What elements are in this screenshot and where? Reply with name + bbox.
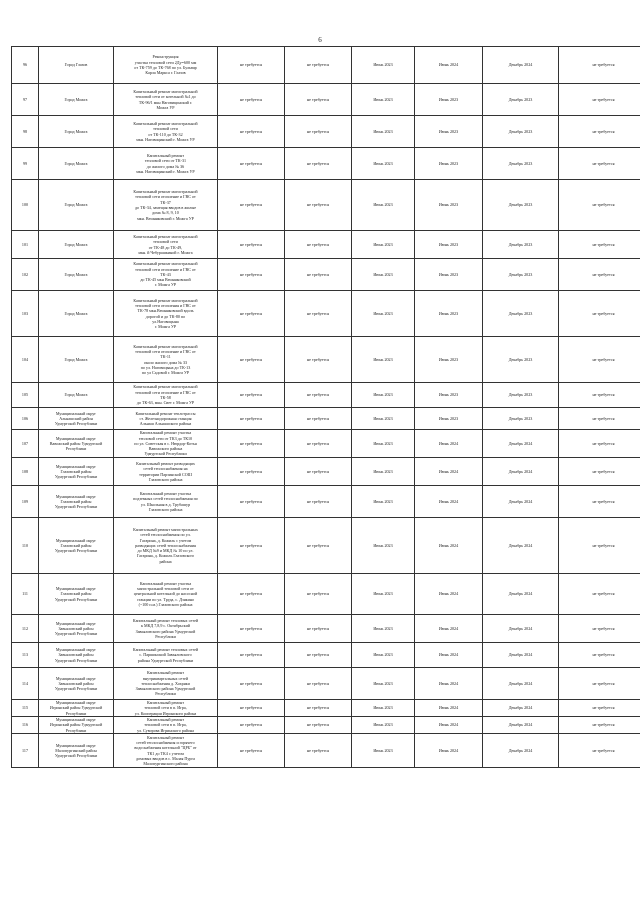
cell-location: Муниципальный округ Малопургинский район Удмуртской Республики: [39, 734, 114, 768]
cell-finish: Декабрь 2024: [483, 47, 559, 84]
cell-finish: Декабрь 2024: [483, 700, 559, 717]
cell-number: 116: [12, 717, 39, 734]
cell-col5: не требуется: [285, 47, 352, 84]
cell-location: Город Можга: [39, 116, 114, 148]
cell-number: 113: [12, 643, 39, 668]
cell-end: Июнь 2023: [415, 291, 483, 337]
cell-col4: не требуется: [218, 518, 285, 574]
cell-work-name: Капитальный ремонт тепловых сетей с. Паршинский Завьяловского района Удмуртской Республики: [114, 643, 218, 668]
cell-work-name: Капитальный ремонт сетей теплоснабжения и горячего водоснабжения котельной "ЦРБ" от ТК1 до ТК4 с учетом домовых вводов в с. Малая Пурга Малопургинского района: [114, 734, 218, 768]
cell-work-name: Капитальный ремонт тепловой сети в п. Игра, ул. Суворова Игринского района: [114, 717, 218, 734]
cell-col4: не требуется: [218, 668, 285, 700]
table-row: [12, 231, 640, 259]
cell-start: Июнь 2023: [352, 84, 415, 116]
cell-end: Июнь 2023: [415, 337, 483, 383]
cell-end: Июнь 2024: [415, 518, 483, 574]
cell-number: 98: [12, 116, 39, 148]
cell-start: Июнь 2023: [352, 643, 415, 668]
investment-table: [11, 46, 640, 768]
cell-start: Июнь 2023: [352, 408, 415, 430]
table-row: [12, 734, 640, 768]
cell-col9: не требуется: [559, 486, 640, 518]
cell-start: Июнь 2023: [352, 574, 415, 615]
table-body: [12, 47, 640, 768]
cell-col4: не требуется: [218, 116, 285, 148]
cell-col9: не требуется: [559, 47, 640, 84]
cell-col4: не требуется: [218, 148, 285, 180]
table-row: [12, 47, 640, 84]
cell-location: Муниципальный округ Глазовский район Удмуртской Республики: [39, 574, 114, 615]
cell-col5: не требуется: [285, 574, 352, 615]
cell-finish: Декабрь 2024: [483, 574, 559, 615]
cell-col4: не требуется: [218, 574, 285, 615]
cell-col4: не требуется: [218, 337, 285, 383]
cell-end: Июнь 2024: [415, 486, 483, 518]
cell-col9: не требуется: [559, 430, 640, 458]
cell-col5: не требуется: [285, 518, 352, 574]
cell-work-name: Капитальный ремонт магистральной тепловой сети от ТК-110 до ТК-32 мкн. Наговицинский г. Можга УР: [114, 116, 218, 148]
table-row: [12, 337, 640, 383]
cell-col9: не требуется: [559, 574, 640, 615]
cell-start: Июнь 2023: [352, 47, 415, 84]
cell-end: Июнь 2023: [415, 383, 483, 408]
table-row: [12, 643, 640, 668]
cell-end: Июнь 2023: [415, 231, 483, 259]
cell-col4: не требуется: [218, 734, 285, 768]
cell-finish: Декабрь 2023: [483, 259, 559, 291]
cell-number: 107: [12, 430, 39, 458]
cell-location: Муниципальный округ Глазовский район Удмуртской Республики: [39, 518, 114, 574]
cell-end: Июнь 2023: [415, 148, 483, 180]
cell-start: Июнь 2023: [352, 337, 415, 383]
cell-col9: не требуется: [559, 84, 640, 116]
cell-col9: не требуется: [559, 458, 640, 486]
cell-col4: не требуется: [218, 458, 285, 486]
cell-col9: не требуется: [559, 116, 640, 148]
cell-col5: не требуется: [285, 337, 352, 383]
cell-col4: не требуется: [218, 84, 285, 116]
cell-col9: не требуется: [559, 717, 640, 734]
cell-location: Город Можга: [39, 337, 114, 383]
cell-number: 105: [12, 383, 39, 408]
cell-col4: не требуется: [218, 180, 285, 231]
cell-finish: Декабрь 2023: [483, 408, 559, 430]
table-row: [12, 700, 640, 717]
cell-work-name: Капитальный ремонт разводящих сетей теплоснабжения на территории Парзинской СОШ Глазовского района: [114, 458, 218, 486]
table-row: [12, 458, 640, 486]
cell-end: Июнь 2024: [415, 717, 483, 734]
cell-finish: Декабрь 2023: [483, 337, 559, 383]
cell-col5: не требуется: [285, 668, 352, 700]
table-row: [12, 148, 640, 180]
cell-work-name: Капитальный ремонт внутриквартальных сетей теплоснабжения д. Хохряки Завьяловского района Удмуртской Республики: [114, 668, 218, 700]
cell-end: Июнь 2024: [415, 430, 483, 458]
cell-location: Город Можга: [39, 259, 114, 291]
cell-location: Муниципальный округ Глазовский район Удмуртской Республики: [39, 458, 114, 486]
cell-start: Июнь 2023: [352, 734, 415, 768]
cell-number: 100: [12, 180, 39, 231]
cell-work-name: Капитальный ремонт тепловой сети в п. Игра, ул. Кооперации Игринского района: [114, 700, 218, 717]
cell-location: Город Можга: [39, 148, 114, 180]
cell-finish: Декабрь 2024: [483, 486, 559, 518]
cell-col5: не требуется: [285, 615, 352, 643]
cell-location: Муниципальный округ Завьяловский район Удмуртской Республики: [39, 615, 114, 643]
cell-col5: не требуется: [285, 180, 352, 231]
cell-finish: Декабрь 2024: [483, 643, 559, 668]
cell-col5: не требуется: [285, 383, 352, 408]
cell-location: Город Можга: [39, 180, 114, 231]
cell-work-name: Капитальный ремонт теплотрассы ст. Железнодорожная станция Альнаш Альнашского района: [114, 408, 218, 430]
cell-col4: не требуется: [218, 717, 285, 734]
cell-work-name: Капитальный ремонт участка магистральной тепловой сети от центральной котельной до насосной станции по ул. Труда, с. Дзякино (~100 п.м.) Глазовского района: [114, 574, 218, 615]
table-row: [12, 291, 640, 337]
cell-start: Июнь 2023: [352, 458, 415, 486]
cell-end: Июнь 2024: [415, 458, 483, 486]
cell-col9: не требуется: [559, 259, 640, 291]
cell-start: Июнь 2023: [352, 180, 415, 231]
cell-col9: не требуется: [559, 643, 640, 668]
cell-col5: не требуется: [285, 643, 352, 668]
cell-finish: Декабрь 2024: [483, 615, 559, 643]
cell-start: Июнь 2023: [352, 668, 415, 700]
cell-work-name: Капитальный ремонт магистральных сетей теплоснабжения по ул. Гагарина, д. Кожиль с учетом разводящих сетей теплоснабжения до МКД №9 и МКД № 10 по ул. Гагарина, д. Кожиль Глазовского района: [114, 518, 218, 574]
cell-col5: не требуется: [285, 717, 352, 734]
table-row: [12, 486, 640, 518]
cell-col4: не требуется: [218, 231, 285, 259]
cell-finish: Декабрь 2023: [483, 148, 559, 180]
cell-col9: не требуется: [559, 668, 640, 700]
cell-col9: не требуется: [559, 734, 640, 768]
cell-col9: не требуется: [559, 231, 640, 259]
cell-col4: не требуется: [218, 259, 285, 291]
cell-col9: не требуется: [559, 180, 640, 231]
cell-number: 106: [12, 408, 39, 430]
cell-col5: не требуется: [285, 116, 352, 148]
cell-col4: не требуется: [218, 408, 285, 430]
cell-col9: не требуется: [559, 291, 640, 337]
cell-col5: не требуется: [285, 148, 352, 180]
cell-col4: не требуется: [218, 700, 285, 717]
table-row: [12, 717, 640, 734]
cell-finish: Декабрь 2023: [483, 116, 559, 148]
cell-col9: не требуется: [559, 408, 640, 430]
cell-end: Июнь 2023: [415, 116, 483, 148]
cell-col4: не требуется: [218, 383, 285, 408]
cell-work-name: Капитальный ремонт тепловой сети от ТК-31 до жилого дома № 36 мкн. Наговицинский г. Можга УР: [114, 148, 218, 180]
cell-finish: Декабрь 2023: [483, 84, 559, 116]
cell-work-name: Капитальный ремонт магистральной тепловой сети отопление и ГВС от ТК-37 до ТК-34, замещая вводов в жилые дома № 8, 9, 10 мкн. Вешняковский г. Можга УР: [114, 180, 218, 231]
cell-location: Город Можга: [39, 383, 114, 408]
cell-col9: не требуется: [559, 337, 640, 383]
cell-finish: Декабрь 2024: [483, 430, 559, 458]
cell-location: Муниципальный округ Глазовский район Удмуртской Республики: [39, 486, 114, 518]
cell-start: Июнь 2023: [352, 231, 415, 259]
cell-number: 109: [12, 486, 39, 518]
cell-location: Муниципальный округ Альнашский район Удмуртской Республики: [39, 408, 114, 430]
cell-number: 111: [12, 574, 39, 615]
cell-start: Июнь 2023: [352, 259, 415, 291]
cell-start: Июнь 2023: [352, 291, 415, 337]
cell-col5: не требуется: [285, 734, 352, 768]
cell-end: Июнь 2024: [415, 668, 483, 700]
cell-end: Июнь 2023: [415, 180, 483, 231]
cell-end: Июнь 2023: [415, 408, 483, 430]
cell-work-name: Капитальный ремонт магистральной тепловой сети отопления и ГВС от ТК-78 мкн.Вешняковский вдоль дорогой и до ТК-80 по ул.Наговицына г. Можга УР: [114, 291, 218, 337]
cell-start: Июнь 2023: [352, 700, 415, 717]
table-row: [12, 383, 640, 408]
cell-col4: не требуется: [218, 643, 285, 668]
cell-finish: Декабрь 2023: [483, 383, 559, 408]
cell-start: Июнь 2023: [352, 615, 415, 643]
cell-col5: не требуется: [285, 231, 352, 259]
cell-end: Июнь 2024: [415, 643, 483, 668]
cell-number: 103: [12, 291, 39, 337]
cell-col5: не требуется: [285, 486, 352, 518]
table-row: [12, 430, 640, 458]
cell-start: Июнь 2023: [352, 116, 415, 148]
cell-location: Город Можга: [39, 291, 114, 337]
cell-work-name: Капитальный ремонт участка подземных сетей теплоснабжения по ул. Школьная в д. Трубашур Глазовского района: [114, 486, 218, 518]
cell-location: Муниципальный округ Вавожский район Удмуртской Республики: [39, 430, 114, 458]
cell-col9: не требуется: [559, 383, 640, 408]
cell-finish: Декабрь 2024: [483, 668, 559, 700]
cell-location: Муниципальный округ Игринский район Удмуртской Республики: [39, 700, 114, 717]
cell-work-name: Капитальный ремонт магистральной тепловой сети отопление и ГВС от ТК-43 до ТК-45 мкн Вешняковский г. Можга УР: [114, 259, 218, 291]
cell-end: Июнь 2024: [415, 574, 483, 615]
cell-finish: Декабрь 2023: [483, 231, 559, 259]
cell-location: Муниципальный округ Завьяловский район Удмуртской Республики: [39, 643, 114, 668]
cell-finish: Декабрь 2024: [483, 458, 559, 486]
cell-start: Июнь 2023: [352, 383, 415, 408]
table-row: [12, 259, 640, 291]
cell-finish: Декабрь 2024: [483, 518, 559, 574]
cell-finish: Декабрь 2024: [483, 734, 559, 768]
cell-end: Июнь 2024: [415, 47, 483, 84]
cell-finish: Декабрь 2023: [483, 180, 559, 231]
cell-col4: не требуется: [218, 615, 285, 643]
cell-end: Июнь 2024: [415, 734, 483, 768]
cell-col4: не требуется: [218, 486, 285, 518]
cell-number: 115: [12, 700, 39, 717]
cell-location: Город Можга: [39, 84, 114, 116]
cell-col5: не требуется: [285, 291, 352, 337]
cell-col9: не требуется: [559, 518, 640, 574]
page-number: 6: [318, 36, 322, 44]
cell-col4: не требуется: [218, 430, 285, 458]
cell-start: Июнь 2023: [352, 717, 415, 734]
cell-col9: не требуется: [559, 148, 640, 180]
cell-number: 99: [12, 148, 39, 180]
cell-col5: не требуется: [285, 430, 352, 458]
table-row: [12, 615, 640, 643]
cell-location: Город Можга: [39, 231, 114, 259]
cell-end: Июнь 2023: [415, 84, 483, 116]
table-row: [12, 408, 640, 430]
cell-number: 97: [12, 84, 39, 116]
cell-start: Июнь 2023: [352, 148, 415, 180]
cell-number: 110: [12, 518, 39, 574]
cell-col5: не требуется: [285, 458, 352, 486]
cell-col5: не требуется: [285, 408, 352, 430]
cell-start: Июнь 2023: [352, 486, 415, 518]
cell-col4: не требуется: [218, 47, 285, 84]
cell-number: 104: [12, 337, 39, 383]
cell-col9: не требуется: [559, 615, 640, 643]
cell-number: 102: [12, 259, 39, 291]
cell-work-name: Капитальный ремонт магистральной тепловой сети отопление и ГВС от ТК-58 до ТК-63, мкн. Свет г. Можга УР: [114, 383, 218, 408]
table-row: [12, 518, 640, 574]
cell-work-name: Капитальный ремонт тепловых сетей к МКД 7,8,9 с. Октябрьский Завьяловского района Удмуртской Республики: [114, 615, 218, 643]
cell-finish: Декабрь 2024: [483, 717, 559, 734]
cell-work-name: Реконструкция участка тепловой сети 2Ду=600 мм от ТК-759 до ТК-768 по ул. Бульвар Карла Маркса г. Глазов: [114, 47, 218, 84]
cell-work-name: Капитальный ремонт магистральной тепловой сети от ТК-48 до ТК-49, мкн. й Чебурашкиной г. Можга: [114, 231, 218, 259]
cell-work-name: Капитальный ремонт магистральной тепловой сети отопление и ГВС от ТК-11 около жилого дома № 33 по ул. Наговицына до ТК-13 по ул Садовой г. Можга УР: [114, 337, 218, 383]
cell-col5: не требуется: [285, 84, 352, 116]
cell-col9: не требуется: [559, 700, 640, 717]
cell-work-name: Капитальный ремонт участка тепловой сети от ТК3 до ТК10 по ул. Советская в с. Нюрдор-Котья Вавожского района Удмуртской Республики: [114, 430, 218, 458]
cell-col4: не требуется: [218, 291, 285, 337]
cell-location: Муниципальный округ Игринский район Удмуртской Республики: [39, 717, 114, 734]
table-row: [12, 574, 640, 615]
table-row: [12, 668, 640, 700]
table-row: [12, 180, 640, 231]
cell-number: 101: [12, 231, 39, 259]
cell-location: Муниципальный округ Завьяловский район Удмуртской Республики: [39, 668, 114, 700]
cell-start: Июнь 2023: [352, 430, 415, 458]
cell-start: Июнь 2023: [352, 518, 415, 574]
cell-end: Июнь 2023: [415, 259, 483, 291]
table-row: [12, 84, 640, 116]
cell-number: 114: [12, 668, 39, 700]
cell-end: Июнь 2024: [415, 615, 483, 643]
cell-finish: Декабрь 2023: [483, 291, 559, 337]
cell-number: 112: [12, 615, 39, 643]
cell-number: 117: [12, 734, 39, 768]
cell-end: Июнь 2024: [415, 700, 483, 717]
cell-col5: не требуется: [285, 259, 352, 291]
cell-col5: не требуется: [285, 700, 352, 717]
cell-number: 108: [12, 458, 39, 486]
cell-location: Город Глазов: [39, 47, 114, 84]
table-row: [12, 116, 640, 148]
cell-number: 96: [12, 47, 39, 84]
cell-work-name: Капитальный ремонт магистральной тепловой сети от котельной №1 до ТК-96/1 мкн Наговицинский г. Можга УР: [114, 84, 218, 116]
